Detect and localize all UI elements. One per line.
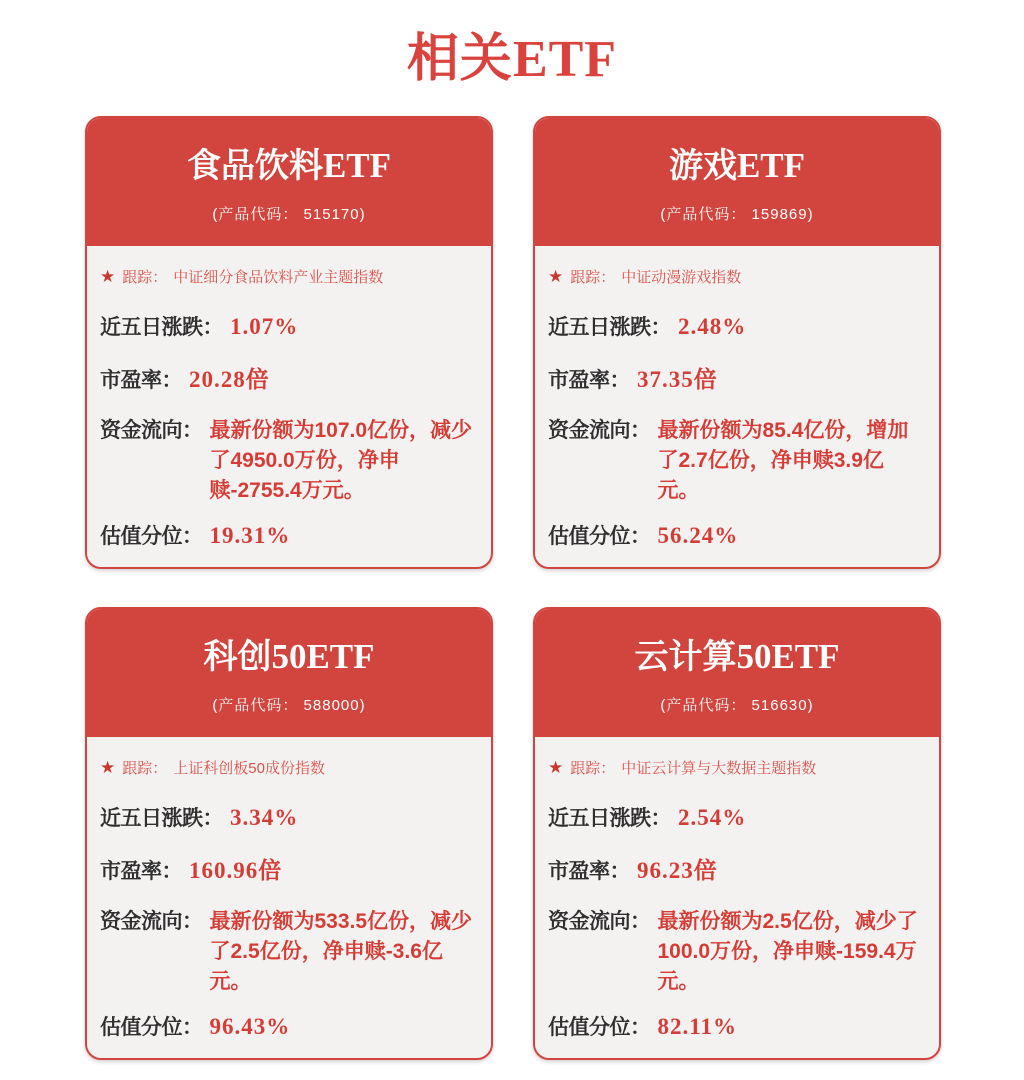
metric-label: 市盈率： xyxy=(100,369,182,392)
metric-value: 20.28倍 xyxy=(189,367,270,392)
card-title-en: 50ETF xyxy=(271,637,375,676)
track-row xyxy=(100,266,477,287)
card-title-en: ETF xyxy=(322,146,392,185)
etf-card-star50 xyxy=(85,607,493,1060)
card-title-en: ETF xyxy=(736,146,806,185)
track-row xyxy=(100,757,477,778)
star-icon: ★ xyxy=(100,267,116,286)
metric-value: 37.35倍 xyxy=(637,367,718,392)
product-code: (产品代码： 588000) xyxy=(212,697,366,714)
metric-pe xyxy=(548,361,925,394)
metric-label: 估值分位： xyxy=(548,525,651,548)
card-header xyxy=(87,118,491,246)
product-code: (产品代码： 515170) xyxy=(212,206,366,223)
card-body xyxy=(87,246,491,566)
card-body xyxy=(535,246,939,566)
metric-pe xyxy=(548,852,925,885)
track-label: 跟踪： xyxy=(122,269,168,286)
product-code: (产品代码： 159869) xyxy=(660,206,814,223)
etf-card-grid xyxy=(85,116,941,1060)
metric-valuation xyxy=(548,520,925,550)
metric-flow xyxy=(548,905,925,997)
metric-flow xyxy=(100,414,477,506)
metric-label: 估值分位： xyxy=(100,1016,203,1039)
metric-change5d xyxy=(548,311,925,341)
metric-label: 资金流向： xyxy=(100,910,203,933)
metric-value: 56.24% xyxy=(657,523,739,548)
metric-value: 19.31% xyxy=(209,523,291,548)
etf-card-cloud50 xyxy=(533,607,941,1060)
metric-pe xyxy=(100,852,477,885)
metric-valuation xyxy=(100,1011,477,1041)
metric-label: 估值分位： xyxy=(100,525,203,548)
metric-value: 82.11% xyxy=(657,1014,737,1039)
star-icon: ★ xyxy=(548,267,564,286)
card-body xyxy=(535,737,939,1057)
card-title xyxy=(535,144,939,195)
metric-valuation xyxy=(100,520,477,550)
page-title-en: ETF xyxy=(512,31,618,88)
card-header xyxy=(535,609,939,737)
card-title xyxy=(87,144,491,195)
metric-pe xyxy=(100,361,477,394)
metric-label: 估值分位： xyxy=(548,1016,651,1039)
metric-label: 资金流向： xyxy=(100,419,203,442)
etf-card-gaming xyxy=(533,116,941,569)
card-title-zh: 科创 xyxy=(203,638,272,676)
metric-value: 最新份额为2.5亿份，减少了100.0万份，净申赎-159.4万元。 xyxy=(657,910,918,993)
metric-value: 2.54% xyxy=(678,805,747,830)
page-title xyxy=(0,0,1024,100)
card-title-zh: 游戏 xyxy=(668,147,737,185)
metric-value: 最新份额为533.5亿份，减少了2.5亿份，净申赎-3.6亿元。 xyxy=(209,910,473,993)
track-label: 跟踪： xyxy=(122,760,168,777)
metric-value: 1.07% xyxy=(230,314,299,339)
metric-label: 资金流向： xyxy=(548,910,651,933)
card-body xyxy=(87,737,491,1057)
card-header xyxy=(535,118,939,246)
card-title-zh: 食品饮料 xyxy=(186,147,323,185)
metric-value: 160.96倍 xyxy=(189,858,283,883)
card-title xyxy=(87,635,491,686)
card-title-zh: 云计算 xyxy=(634,638,737,676)
metric-flow xyxy=(100,905,477,997)
product-code: (产品代码： 516630) xyxy=(660,697,814,714)
track-label: 跟踪： xyxy=(570,760,616,777)
metric-value: 最新份额为85.4亿份，增加了2.7亿份，净申赎3.9亿元。 xyxy=(657,419,909,502)
metric-value: 最新份额为107.0亿份，减少了4950.0万份，净申赎-2755.4万元。 xyxy=(209,419,473,502)
metric-label: 近五日涨跌： xyxy=(100,807,223,830)
metric-value: 2.48% xyxy=(678,314,747,339)
metric-label: 近五日涨跌： xyxy=(548,807,671,830)
track-row xyxy=(548,266,925,287)
track-row xyxy=(548,757,925,778)
card-title xyxy=(535,635,939,686)
metric-change5d xyxy=(100,802,477,832)
track-index: 上证科创板50成份指数 xyxy=(173,760,325,777)
track-index: 中证动漫游戏指数 xyxy=(621,269,742,286)
card-header xyxy=(87,609,491,737)
metric-flow xyxy=(548,414,925,506)
metric-value: 96.23倍 xyxy=(637,858,718,883)
metric-change5d xyxy=(100,311,477,341)
metric-value: 3.34% xyxy=(230,805,299,830)
metric-label: 市盈率： xyxy=(548,860,630,883)
metric-label: 市盈率： xyxy=(100,860,182,883)
metric-label: 资金流向： xyxy=(548,419,651,442)
page-title-zh: 相关 xyxy=(406,30,513,88)
track-index: 中证细分食品饮料产业主题指数 xyxy=(173,269,384,286)
metric-change5d xyxy=(548,802,925,832)
star-icon: ★ xyxy=(100,758,116,777)
metric-label: 近五日涨跌： xyxy=(548,316,671,339)
track-index: 中证云计算与大数据主题指数 xyxy=(621,760,817,777)
card-title-en: 50ETF xyxy=(736,637,840,676)
metric-valuation xyxy=(548,1011,925,1041)
etf-card-food-beverage xyxy=(85,116,493,569)
track-label: 跟踪： xyxy=(570,269,616,286)
star-icon: ★ xyxy=(548,758,564,777)
metric-value: 96.43% xyxy=(209,1014,291,1039)
metric-label: 市盈率： xyxy=(548,369,630,392)
metric-label: 近五日涨跌： xyxy=(100,316,223,339)
